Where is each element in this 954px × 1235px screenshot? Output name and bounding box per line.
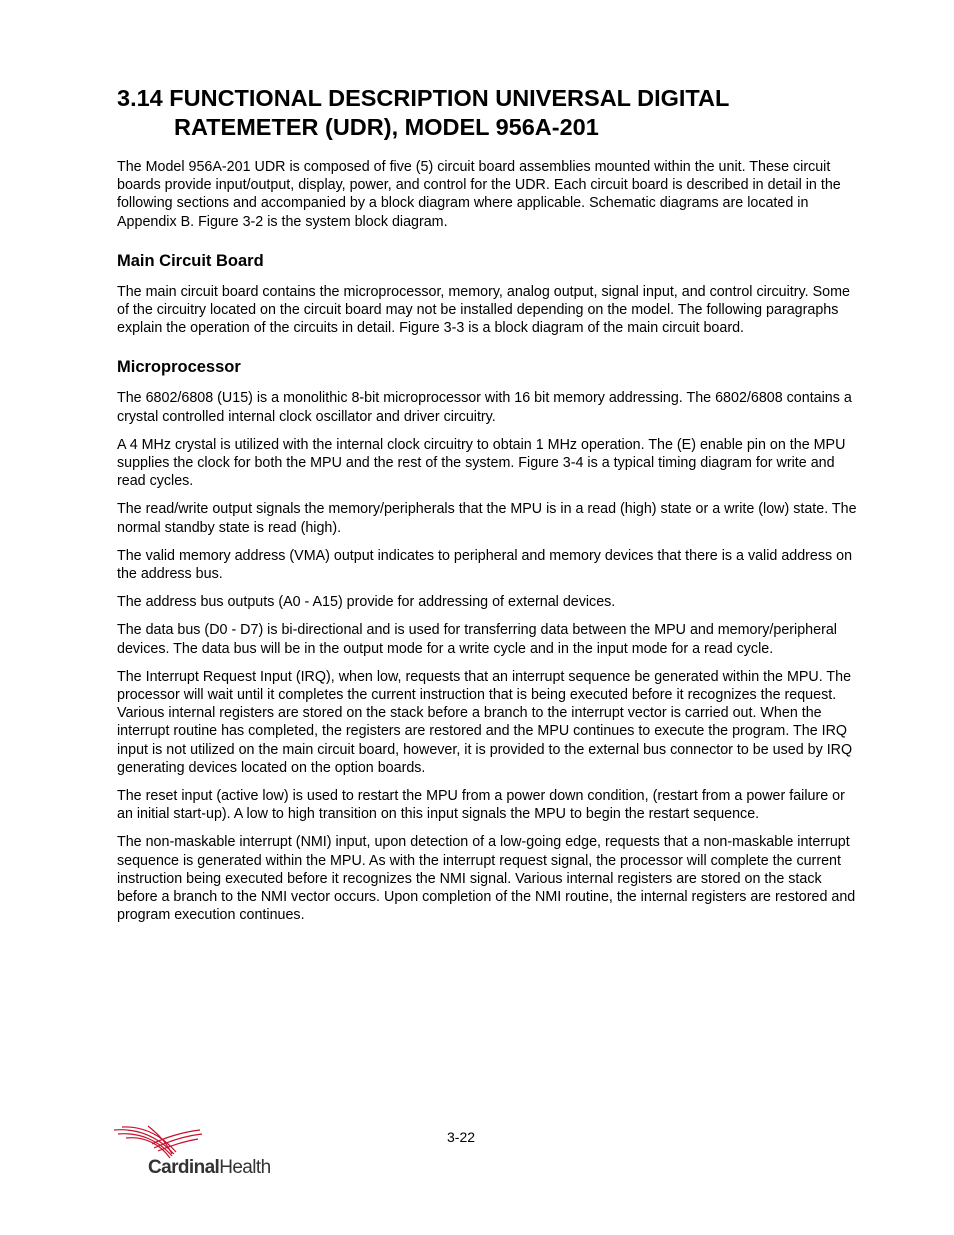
- logo-wordmark-bold: Cardinal: [148, 1157, 220, 1178]
- microprocessor-paragraph-8: The reset input (active low) is used to restart the MPU from a power down condition, (restart from a power failure or an initial start-up). A low to high transition on this input signals the MPU to begin the restart sequence.: [117, 788, 845, 823]
- section-title: [117, 84, 857, 142]
- microprocessor-paragraph-2: A 4 MHz crystal is utilized with the internal clock circuitry to obtain 1 MHz operation. The (E) enable pin on the MPU supplies the clock for both the MPU and the rest of the system. Figure 3-4 is a typical timing diagram for write and read cycles.: [117, 436, 846, 490]
- cardinal-health-logo: [112, 1124, 272, 1184]
- microprocessor-paragraph-9: The non-maskable interrupt (NMI) input, upon detection of a low-going edge, requests that a non-maskable interrupt sequence is generated within the MPU. As with the interrupt request signal, the processor will complete the current instruction being executed before it recognizes the NMI signal. Various internal registers are stored on the stack before a branch to the NMI vector occurs. Upon completion of the NMI routine, the internal registers are restored and program execution continues.: [117, 834, 856, 924]
- microprocessor-paragraph-1: The 6802/6808 (U15) is a monolithic 8-bit microprocessor with 16 bit memory addressing. The 6802/6808 contains a crystal controlled internal clock oscillator and driver circuitry.: [117, 390, 852, 425]
- logo-wordmark: [148, 1157, 271, 1179]
- main-board-paragraph: The main circuit board contains the microprocessor, memory, analog output, signal input, and control circuitry. Some of the circuitry located on the circuit board may not be installed depending on the model. The following paragraphs explain the operation of the circuits in detail. Figure 3-3 is a block diagram of the main circuit board.: [117, 283, 850, 337]
- microprocessor-paragraph-4: The valid memory address (VMA) output indicates to peripheral and memory devices that there is a valid address on the address bus.: [117, 547, 853, 583]
- intro-paragraph: The Model 956A-201 UDR is composed of five (5) circuit board assemblies mounted within the unit. These circuit boards provide input/output, display, power, and control for the UDR. Each circuit board is described in detail in the following sections and accompanied by a block diagram where applicable. Schematic diagrams are located in Appendix B. Figure 3-2 is the system block diagram.: [117, 159, 841, 230]
- document-page: [117, 84, 857, 935]
- microprocessor-paragraph-6: The data bus (D0 - D7) is bi-directional and is used for transferring data between the MPU and memory/peripheral devices. The data bus will be in the output mode for a write cycle and in the input mode for a read cycle.: [117, 622, 837, 657]
- section-title-line2: RATEMETER (UDR), MODEL 956A-201: [174, 114, 599, 140]
- microprocessor-heading: Microprocessor: [117, 358, 241, 377]
- microprocessor-paragraph-5: The address bus outputs (A0 - A15) provide for addressing of external devices.: [117, 594, 616, 611]
- microprocessor-paragraph-3: The read/write output signals the memory/peripherals that the MPU is in a read (high) state or a write (low) state. The normal standby state is read (high).: [117, 501, 857, 536]
- main-circuit-board-heading: Main Circuit Board: [117, 251, 264, 270]
- logo-wordmark-regular: Health: [219, 1157, 271, 1178]
- microprocessor-paragraph-7: The Interrupt Request Input (IRQ), when low, requests that an interrupt sequence be generated within the MPU. The processor will wait until it completes the current instruction that is being executed before it recognizes the request. Various internal registers are stored on the stack before a branch to the interrupt vector is carried out. When the interrupt routine has completed, the registers are restored and the MPU continues to execute the program. The IRQ input is not utilized on the main circuit board, however, it is provided to the external bus connector to be used by IRQ generating devices located on the option boards.: [117, 668, 853, 776]
- page-number: 3-22: [447, 1129, 476, 1145]
- section-title-line1: 3.14 FUNCTIONAL DESCRIPTION UNIVERSAL DIGITAL: [117, 85, 730, 111]
